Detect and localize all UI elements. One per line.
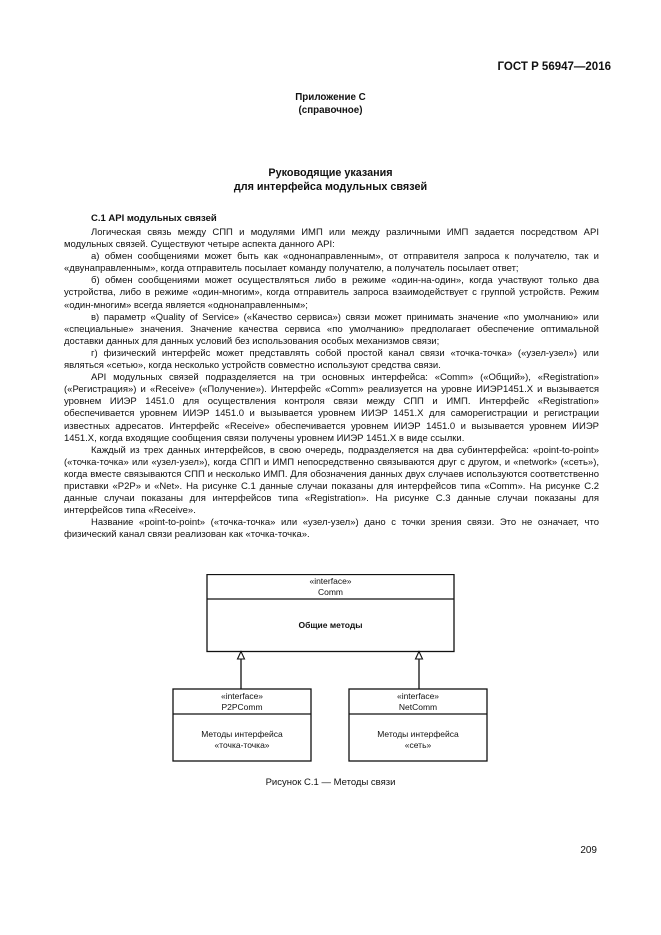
section-title: С.1 API модульных связей (91, 213, 217, 224)
uml-diagram (0, 574, 661, 774)
p2pcomm-body-line-2: «точка-точка» (214, 740, 270, 750)
netcomm-body-line-2: «сеть» (404, 740, 432, 750)
p2pcomm-body-line-1: Методы интерфейса (201, 729, 283, 739)
annex-title: Приложение С (295, 92, 366, 103)
document-title (0, 167, 661, 194)
paragraph: API модульных связей подразделяется на три основных интерфейса: «Comm» («Общий»), «Registration» («Регистрация») и «Receive» («Получение»). Интерфейс «Comm» реализуется на уровне ИИЭР1451.X и вызывается уровнем ИИЭР 1451.0 для осуществления контроля связи между СПП и ИМП. Интерфейс «Registration» обеспечивается уровнем ИИЭР 1451.0 и вызывается уровнем ИИЭР 1451.X для саморегистрации и регистрации известных адресатов. Интерфейс «Receive» обеспечивается уровнем ИИЭР 1451.0 и вызывается уровнем ИИЭР 1451.X, когда входящие сообщения связи получены уровнем ИИЭР 1451.X в виде ссылки. (64, 372, 599, 444)
figure-caption: Рисунок С.1 — Методы связи (265, 777, 396, 788)
body-text (64, 227, 599, 541)
comm-stereotype: «interface» (309, 576, 352, 586)
p2pcomm-name: P2PComm (221, 702, 263, 712)
paragraph: б) обмен сообщениями может осуществляться либо в режиме «один-на-один», когда участвуют только два устройства, либо в режиме «один-многим», когда отправитель запроса взаимодействует с группой устройств. Режим «один-многим» всегда является «однонаправленным»; (64, 275, 599, 311)
inheritance-arrow-p2p (238, 652, 245, 660)
p2pcomm-stereotype: «interface» (220, 691, 264, 701)
paragraph: Каждый из трех данных интерфейсов, в свою очередь, подразделяется на два субинтерфейса: «point-to-point» («точка-точка» или «узел-узел»), когда СПП и ИМП непосредственно связываются друг с другом, и «network» («сеть»), когда вместе связываются СПП и несколько ИМП. Для обозначения данных двух случаев используются соответственно приставки «P2P» и «Net». На рисунке С.1 данные случаи показаны для интерфейсов типа «Comm». На рисунке С.2 данные случаи показаны для интерфейсов типа «Registration». На рисунке С.3 данные случаи показаны для интерфейсов типа «Receive». (64, 444, 599, 517)
netcomm-stereotype: «interface» (396, 691, 440, 701)
standard-code: ГОСТ Р 56947—2016 (497, 61, 611, 73)
paragraph: в) параметр «Quality of Service» («Качество сервиса») связи может принимать значение «по умолчанию» или «специальные» значения. Значение качества сервиса «по умолчанию» предполагает обеспечение оптимальной доставки данных для данных условий без использования особых механизмов связи; (64, 311, 599, 347)
netcomm-body-line-1: Методы интерфейса (377, 729, 459, 739)
document-title-line-2: для интерфейса модульных связей (233, 180, 428, 193)
paragraph: а) обмен сообщениями может быть как «однонаправленным», от отправителя запроса к получателю, так и «двунаправленным», когда отправитель посылает команду получателю, а получатель посылает ответ; (64, 251, 599, 275)
netcomm-name: NetComm (398, 702, 438, 712)
paragraph: Название «point-to-point» («точка-точка» или «узел-узел») дано с точки зрения связи. Это не означает, что физический канал связи реализован как «точка-точка». (64, 517, 599, 541)
paragraph: Логическая связь между СПП и модулями ИМП или между различными ИМП задается посредством API модульных связей. Существуют четыре аспекта данного API: (64, 227, 599, 251)
paragraph: г) физический интерфейс может представлять собой простой канал связи «точка-точка» («узел-узел») или являться «сетью», когда несколько устройств совместно используют средства связи. (64, 347, 599, 372)
document-title-line-1: Руководящие указания (268, 167, 393, 179)
annex-heading (0, 92, 661, 117)
comm-body: Общие методы (298, 620, 363, 630)
page-number: 209 (580, 845, 597, 856)
annex-type: (справочное) (298, 104, 363, 116)
comm-name: Comm (317, 587, 344, 597)
inheritance-arrow-net (416, 652, 423, 660)
